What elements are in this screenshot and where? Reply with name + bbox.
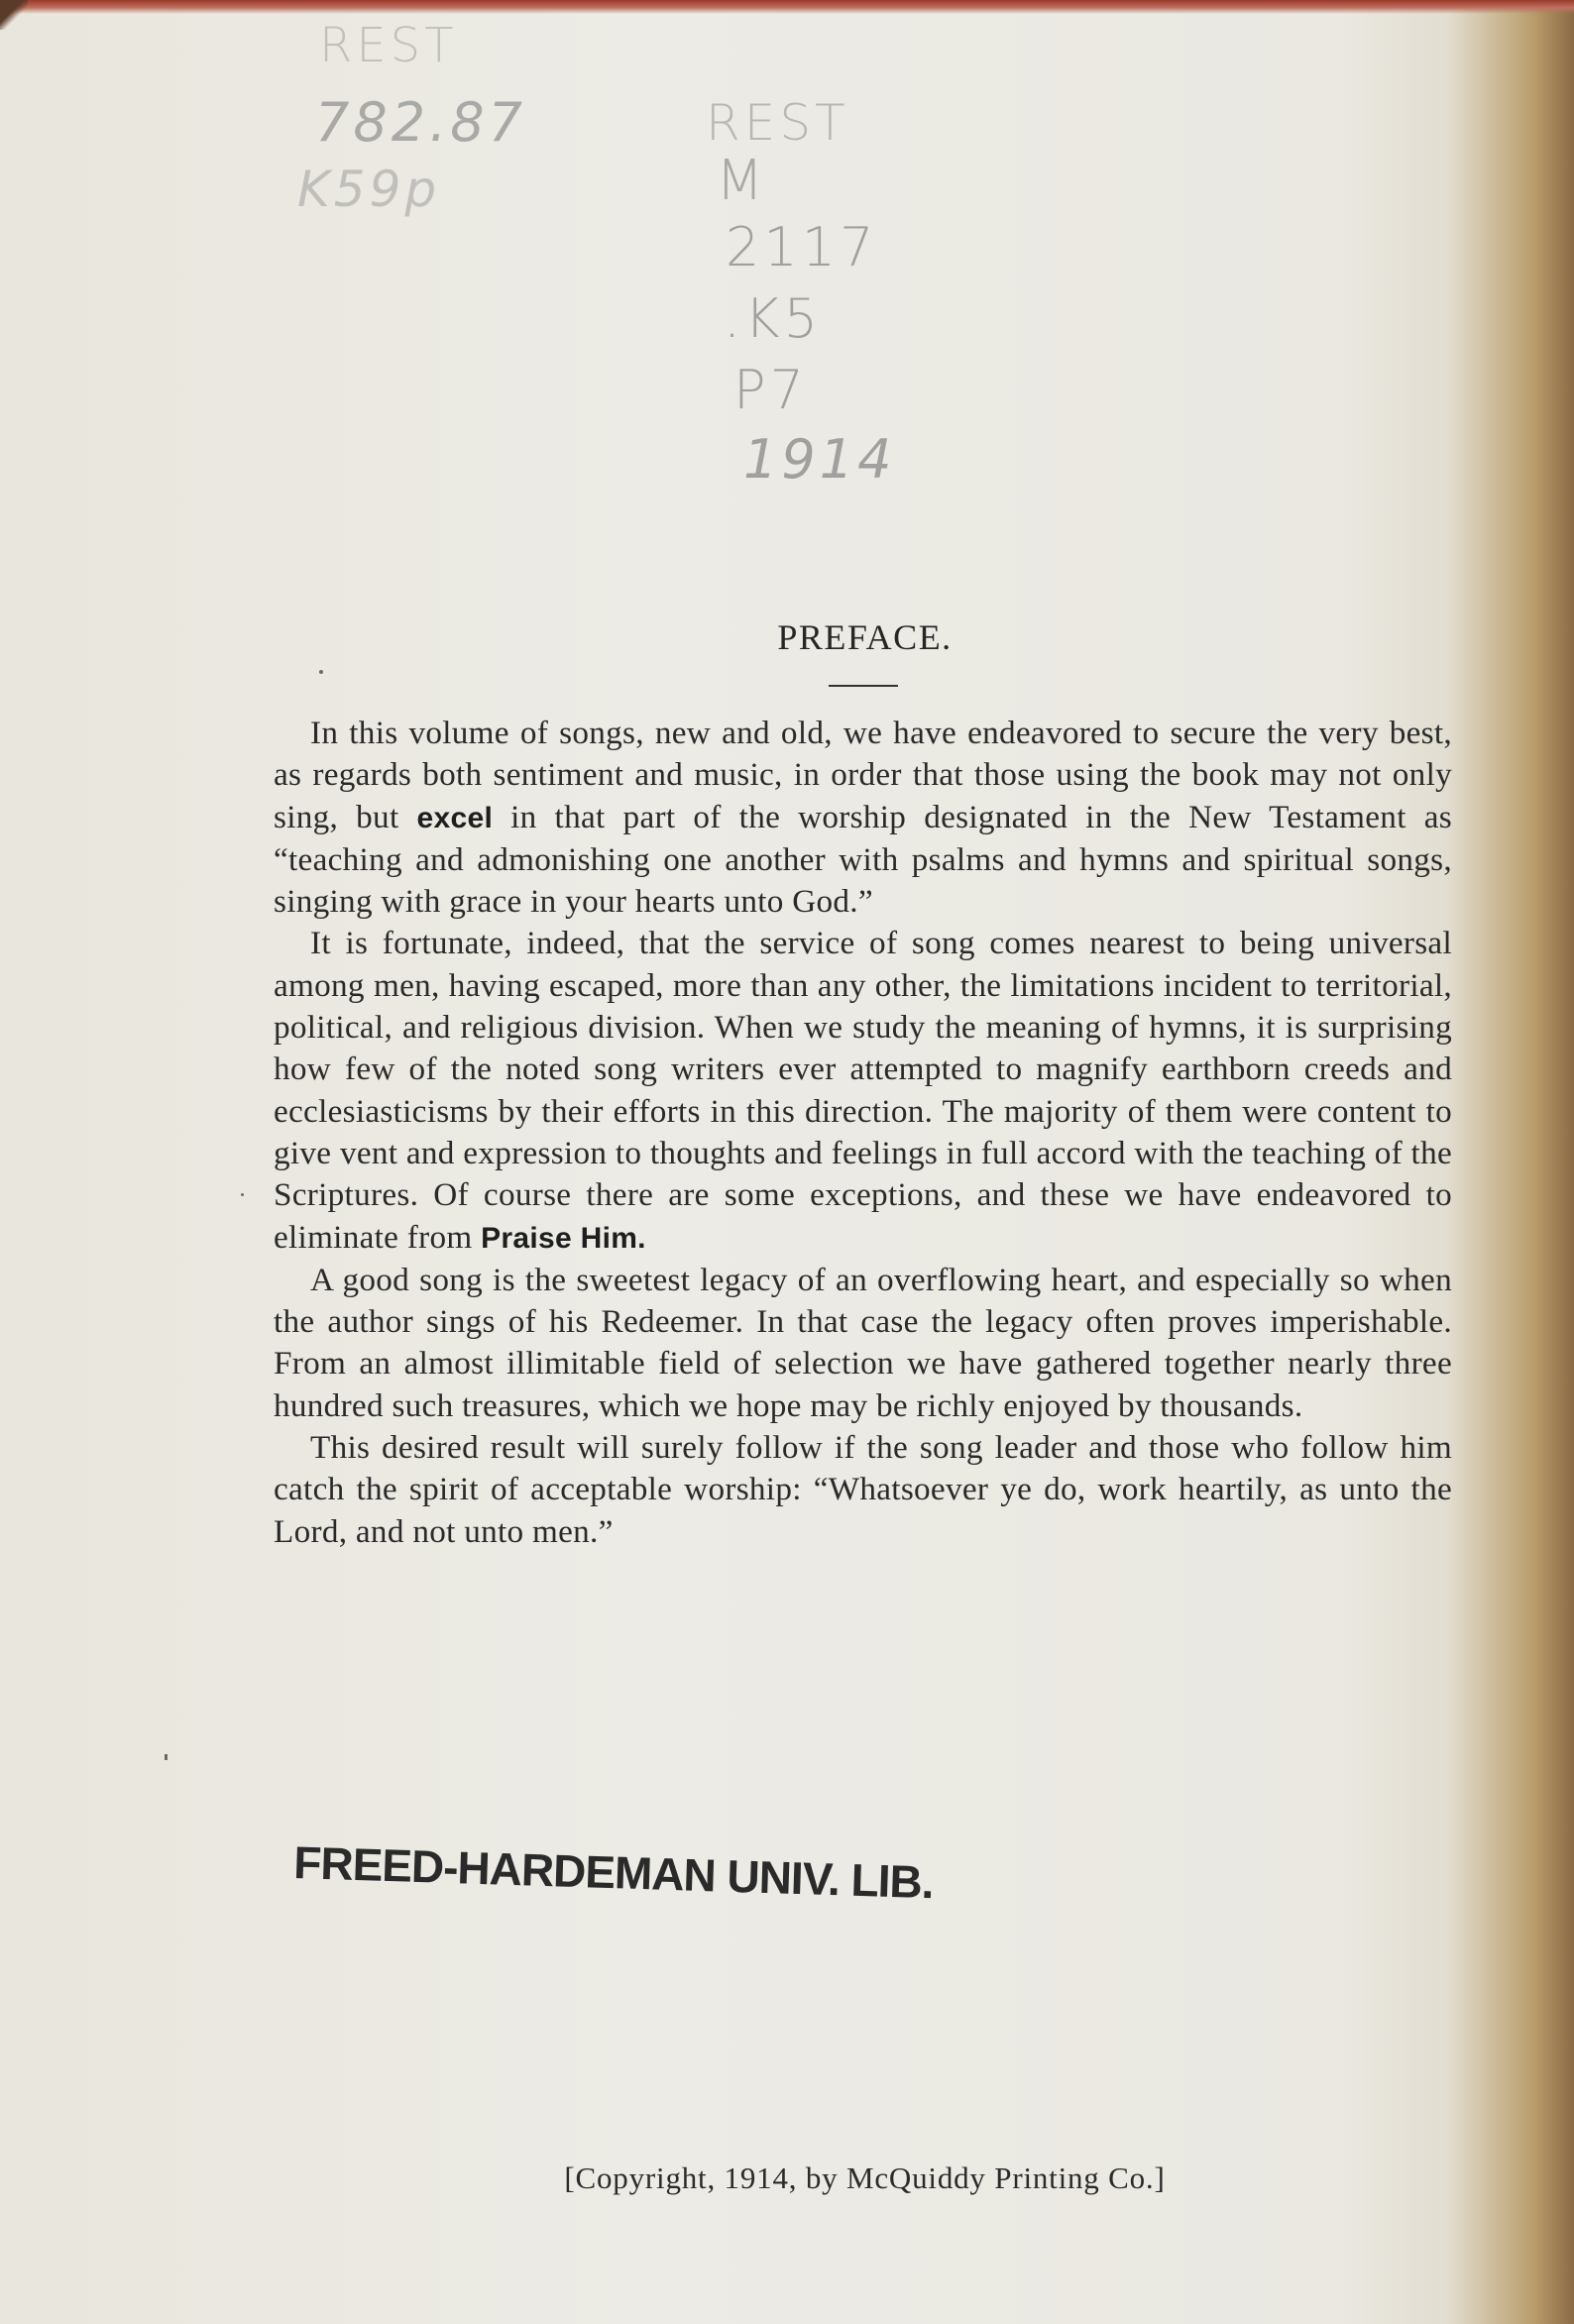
call-number-right-line-5: P7 [733, 359, 808, 421]
paper-speck [241, 1193, 244, 1196]
call-number-left-line-2: 782.87 [315, 91, 526, 154]
preface-title: PREFACE. [777, 617, 953, 657]
bold-text: excel [416, 801, 494, 834]
text-run: It is fortunate, indeed, that the service of song comes nearest to being universal among men, having escaped, more than any other, the limitations incident to territorial, political, and religious division. When we study the meaning of hymns, it is surprising how few of the noted song writers ever attempted to magnify earthborn creeds and ecclesiasticisms by their efforts in this direction. The majority of them were content to give vent and expression to thoughts and feelings in full accord with the teaching of the Scriptures. Of course there are some exceptions, and these we have endeavored to eliminate from [274, 925, 1452, 1256]
paper-speck [165, 1754, 168, 1760]
call-number-right-line-3: 2117 [726, 216, 878, 278]
bold-text: Praise Him. [481, 1221, 646, 1255]
call-number-left-line-1: REST [319, 18, 458, 73]
preface-paragraph [274, 713, 1452, 923]
call-number-right-line-1: REST [706, 94, 849, 152]
preface-paragraph [274, 923, 1452, 1259]
library-stamp: FREED-HARDEMAN UNIV. LIB. [292, 1836, 935, 1909]
paper-speck [319, 670, 323, 674]
call-number-right-line-6: 1914 [743, 428, 896, 491]
page-corner [0, 0, 28, 30]
call-number-right-line-4: .K5 [724, 287, 822, 350]
text-run: This desired result will surely follow if the song leader and those who follow him catch the spirit of acceptable worship: “Whatsoever ye do, work heartily, as unto the Lord, and not unto men.” [274, 1429, 1452, 1550]
copyright-line: [Copyright, 1914, by McQuiddy Printing Co.] [564, 2160, 1166, 2195]
text-run: A good song is the sweetest legacy of an overflowing heart, and especially so when the author sings of his Redeemer. In that case the legacy often proves imperishable. From an almost illimitable field of selection we have gathered together nearly three hundred such treasures, which we hope may be richly enjoyed by thousands. [274, 1261, 1452, 1424]
page-top-edge [0, 0, 1574, 14]
preface-paragraph [274, 1260, 1452, 1427]
preface-paragraph [274, 1427, 1452, 1553]
call-number-left-line-3: K59p [297, 161, 441, 218]
title-rule [829, 685, 898, 687]
text-run: In this volume of songs, new and old, we have endeavored to secure the very best, as regards both sentiment and music, in order that those using the book may not only sing, but [274, 715, 1452, 835]
preface-body [274, 713, 1452, 1553]
call-number-right-line-2: M [716, 149, 768, 213]
text-run: in that part of the worship designated in the New Testament as “teaching and admonishing one another with psalms and hymns and spiritual songs, singing with grace in your hearts unto God.” [274, 798, 1452, 921]
